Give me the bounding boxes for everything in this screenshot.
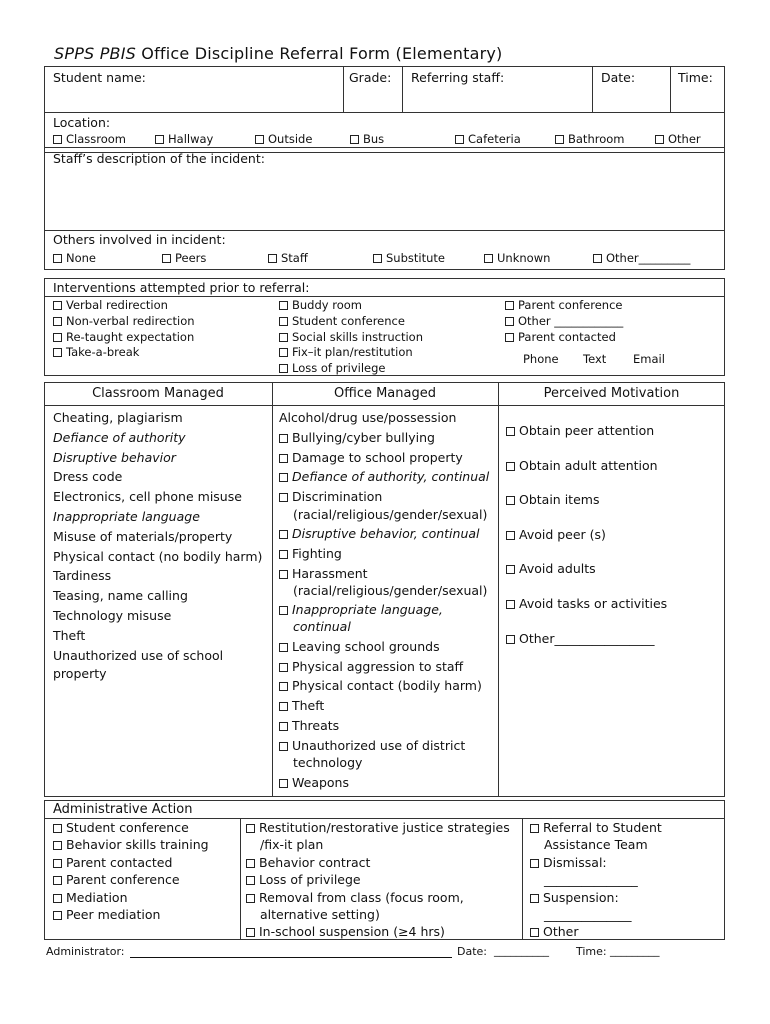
intervention-buddy-room[interactable]: Buddy room [279,298,362,312]
checkbox-icon [53,348,62,357]
admin-action-option[interactable]: Dismissal: _______________ [530,854,690,889]
classroom-behavior-item[interactable]: Disruptive behavior [53,449,176,465]
form-title-rest: Office Discipline Referral Form (Elementary) [136,44,503,63]
grade-field[interactable] [349,70,391,85]
office-managed-list [279,408,494,793]
checkbox-icon [506,635,515,644]
contact-method-text[interactable]: Text [583,352,607,366]
incident-description-label: Staff’s description of the incident: [53,151,265,166]
checkbox-icon [655,135,664,144]
office-managed-header: Office Managed [334,386,436,401]
intervention-nonverbal-redirection[interactable]: Non-verbal redirection [53,314,195,328]
location-option-classroom[interactable]: Classroom [53,132,126,146]
motivation-option[interactable]: Avoid tasks or activities [506,587,721,622]
motivation-option[interactable]: Obtain items [506,483,721,518]
others-option-unknown[interactable]: Unknown [484,251,550,265]
checkbox-icon [279,702,288,711]
form-title-italic: SPPS PBIS [54,44,136,63]
checkbox-icon [279,317,288,326]
office-behavior-item[interactable]: Harassment (racial/religious/gender/sexual) [279,565,491,600]
checkbox-icon [279,333,288,342]
intervention-student-conference[interactable]: Student conference [279,314,405,328]
checkbox-icon [279,493,288,502]
checkbox-icon [506,496,515,505]
checkbox-icon [279,663,288,672]
checkbox-icon [530,824,539,833]
checkbox-icon [162,254,171,263]
classroom-behavior-item[interactable]: Cheating, plagiarism [53,410,183,425]
grade-label: Grade: [349,70,392,85]
checkbox-icon [246,824,255,833]
admin-action-option[interactable]: Behavior contract [246,854,518,871]
intervention-parent-conference[interactable]: Parent conference [505,298,622,312]
admin-action-option[interactable]: Removal from class (focus room, alternative setting) [246,889,482,924]
checkbox-icon [155,135,164,144]
checkbox-icon [53,894,62,903]
checkbox-icon [279,570,288,579]
checkbox-icon [506,427,515,436]
checkbox-icon [506,600,515,609]
admin-action-option[interactable]: Loss of privilege [246,871,518,888]
contact-method-phone[interactable]: Phone [523,352,559,366]
classroom-behavior-item[interactable]: Teasing, name calling [53,588,188,604]
checkbox-icon [246,876,255,885]
office-behavior-item[interactable]: Disruptive behavior, continual [279,524,494,544]
interventions-label: Interventions attempted prior to referral: [53,280,310,295]
others-option-none[interactable]: None [53,251,96,265]
checkbox-icon [279,722,288,731]
checkbox-icon [246,928,255,937]
checkbox-icon [279,454,288,463]
checkbox-icon [53,824,62,833]
others-option-staff[interactable]: Staff [268,251,308,265]
classroom-behavior-item[interactable]: Theft [53,627,86,643]
classroom-behavior-item[interactable]: Unauthorized use of school property [53,647,224,681]
perceived-motivation-header: Perceived Motivation [543,386,680,401]
date-field[interactable] [601,70,635,85]
location-option-cafeteria[interactable]: Cafeteria [455,132,521,146]
admin-action-option[interactable]: Behavior skills training [53,836,238,853]
checkbox-icon [505,333,514,342]
checkbox-icon [279,530,288,539]
others-involved-label: Others involved in incident: [53,232,226,247]
location-option-other[interactable]: Other [655,132,701,146]
checkbox-icon [455,135,464,144]
classroom-managed-list [53,408,268,683]
office-behavior-item[interactable]: Theft [279,696,494,716]
admin-action-option[interactable]: In-school suspension (≥4 hrs) [246,923,518,940]
checkbox-icon [350,135,359,144]
admin-action-col1 [53,819,238,923]
classroom-behavior-item[interactable]: Technology misuse [53,607,172,623]
admin-action-option[interactable]: Parent contacted [53,854,238,871]
office-behavior-item[interactable]: Weapons [279,773,494,793]
checkbox-icon [279,348,288,357]
office-behavior-item[interactable]: Fighting [279,544,494,564]
checkbox-icon [373,254,382,263]
checkbox-icon [279,434,288,443]
motivation-option[interactable]: Obtain adult attention [506,449,721,484]
checkbox-icon [279,682,288,691]
admin-action-option[interactable]: Referral to Student Assistance Team [530,819,690,854]
classroom-behavior-item[interactable]: Physical contact (no bodily harm) [53,548,263,564]
location-option-hallway[interactable]: Hallway [155,132,213,146]
checkbox-icon [505,317,514,326]
checkbox-icon [255,135,264,144]
office-behavior-item[interactable]: Unauthorized use of district technology [279,737,479,772]
checkbox-icon [268,254,277,263]
classroom-behavior-item[interactable]: Defiance of authority [53,429,186,445]
intervention-fix-it-plan[interactable]: Fix–it plan/restitution [279,345,413,359]
checkbox-icon [53,911,62,920]
office-behavior-item[interactable]: Defiance of authority, continual [279,467,494,487]
date-label: Date: [601,70,636,85]
classroom-behavior-item[interactable]: Dress code [53,469,123,485]
intervention-loss-of-privilege[interactable]: Loss of privilege [279,361,386,375]
checkbox-icon [279,473,288,482]
perceived-motivation-list [506,414,721,656]
office-behavior-item[interactable]: Discrimination (racial/religious/gender/sexual) [279,488,491,523]
student-name-label: Student name: [53,70,146,85]
intervention-retaught-expectation[interactable]: Re-taught expectation [53,330,194,344]
checkbox-icon [246,859,255,868]
administrative-action-label: Administrative Action [53,802,193,817]
office-behavior-item[interactable]: Inappropriate language, continual [279,601,444,636]
office-behavior-item[interactable]: Damage to school property [279,448,494,468]
checkbox-icon [279,550,288,559]
checkbox-icon [279,779,288,788]
office-behavior-item[interactable]: Bullying/cyber bullying [279,428,494,448]
others-option-substitute[interactable]: Substitute [373,251,445,265]
checkbox-icon [506,565,515,574]
checkbox-icon [53,333,62,342]
checkbox-icon [53,135,62,144]
classroom-managed-header: Classroom Managed [92,386,224,401]
others-option-other[interactable]: Other_________ [593,251,690,265]
checkbox-icon [53,876,62,885]
checkbox-icon [530,928,539,937]
checkbox-icon [279,301,288,310]
admin-action-option[interactable]: Restitution/restorative justice strategies /fix-it plan [246,819,518,854]
checkbox-icon [506,462,515,471]
checkbox-icon [246,894,255,903]
intervention-social-skills[interactable]: Social skills instruction [279,330,423,344]
office-behavior-item[interactable]: Physical aggression to staff [279,657,494,677]
student-name-field[interactable] [53,70,146,85]
checkbox-icon [53,301,62,310]
time-label: Time: [678,70,713,85]
checkbox-icon [505,301,514,310]
motivation-option[interactable]: Avoid peer (s) [506,518,721,553]
classroom-behavior-item[interactable]: Electronics, cell phone misuse [53,489,242,505]
footer-time-field[interactable]: _________ [610,944,660,957]
intervention-verbal-redirection[interactable]: Verbal redirection [53,298,168,312]
location-option-bus[interactable]: Bus [350,132,384,146]
others-option-peers[interactable]: Peers [162,251,206,265]
admin-action-option[interactable]: Mediation [53,889,238,906]
checkbox-icon [279,643,288,652]
admin-action-option[interactable]: Parent conference [53,871,238,888]
footer-date-label: Date: [457,945,487,958]
admin-action-option[interactable]: Peer mediation [53,906,238,923]
admin-action-col2 [246,819,518,941]
intervention-take-a-break[interactable]: Take-a-break [53,345,139,359]
checkbox-icon [555,135,564,144]
referring-staff-label: Referring staff: [411,70,505,85]
checkbox-icon [530,859,539,868]
office-behavior-item[interactable]: Alcohol/drug use/possession [279,410,457,425]
classroom-behavior-item[interactable]: Inappropriate language [53,508,200,524]
footer-date-field[interactable]: __________ [494,944,549,957]
checkbox-icon [506,531,515,540]
checkbox-icon [279,742,288,751]
location-option-outside[interactable]: Outside [255,132,312,146]
checkbox-icon [53,317,62,326]
intervention-parent-contacted[interactable]: Parent contacted [505,330,616,344]
admin-action-option[interactable]: Suspension: ______________ [530,889,690,924]
intervention-other[interactable]: Other ____________ [505,314,623,328]
checkbox-icon [530,894,539,903]
motivation-option[interactable]: Other________________ [506,622,721,657]
motivation-option[interactable]: Avoid adults [506,552,721,587]
checkbox-icon [53,841,62,850]
time-field[interactable] [678,70,713,85]
classroom-behavior-item[interactable]: Tardiness [53,568,112,584]
checkbox-icon [279,364,288,373]
footer-time-label: Time: [576,945,607,958]
office-behavior-item[interactable]: Leaving school grounds [279,637,494,657]
admin-action-col3 [530,819,720,941]
checkbox-icon [279,606,288,615]
referring-staff-field[interactable] [411,70,504,85]
checkbox-icon [53,254,62,263]
checkbox-icon [484,254,493,263]
motivation-option[interactable]: Obtain peer attention [506,414,721,449]
location-label: Location: [53,115,111,130]
checkbox-icon [593,254,602,263]
contact-method-email[interactable]: Email [633,352,665,366]
classroom-behavior-item[interactable]: Misuse of materials/property [53,528,233,544]
office-behavior-item[interactable]: Physical contact (bodily harm) [279,676,494,696]
office-behavior-item[interactable]: Threats [279,716,494,736]
checkbox-icon [53,859,62,868]
administrator-label: Administrator: [46,945,125,958]
location-option-bathroom[interactable]: Bathroom [555,132,624,146]
form-title [54,44,502,63]
admin-action-option[interactable]: Other [530,923,720,940]
administrator-signature-line[interactable] [130,957,452,958]
admin-action-option[interactable]: Student conference [53,819,238,836]
